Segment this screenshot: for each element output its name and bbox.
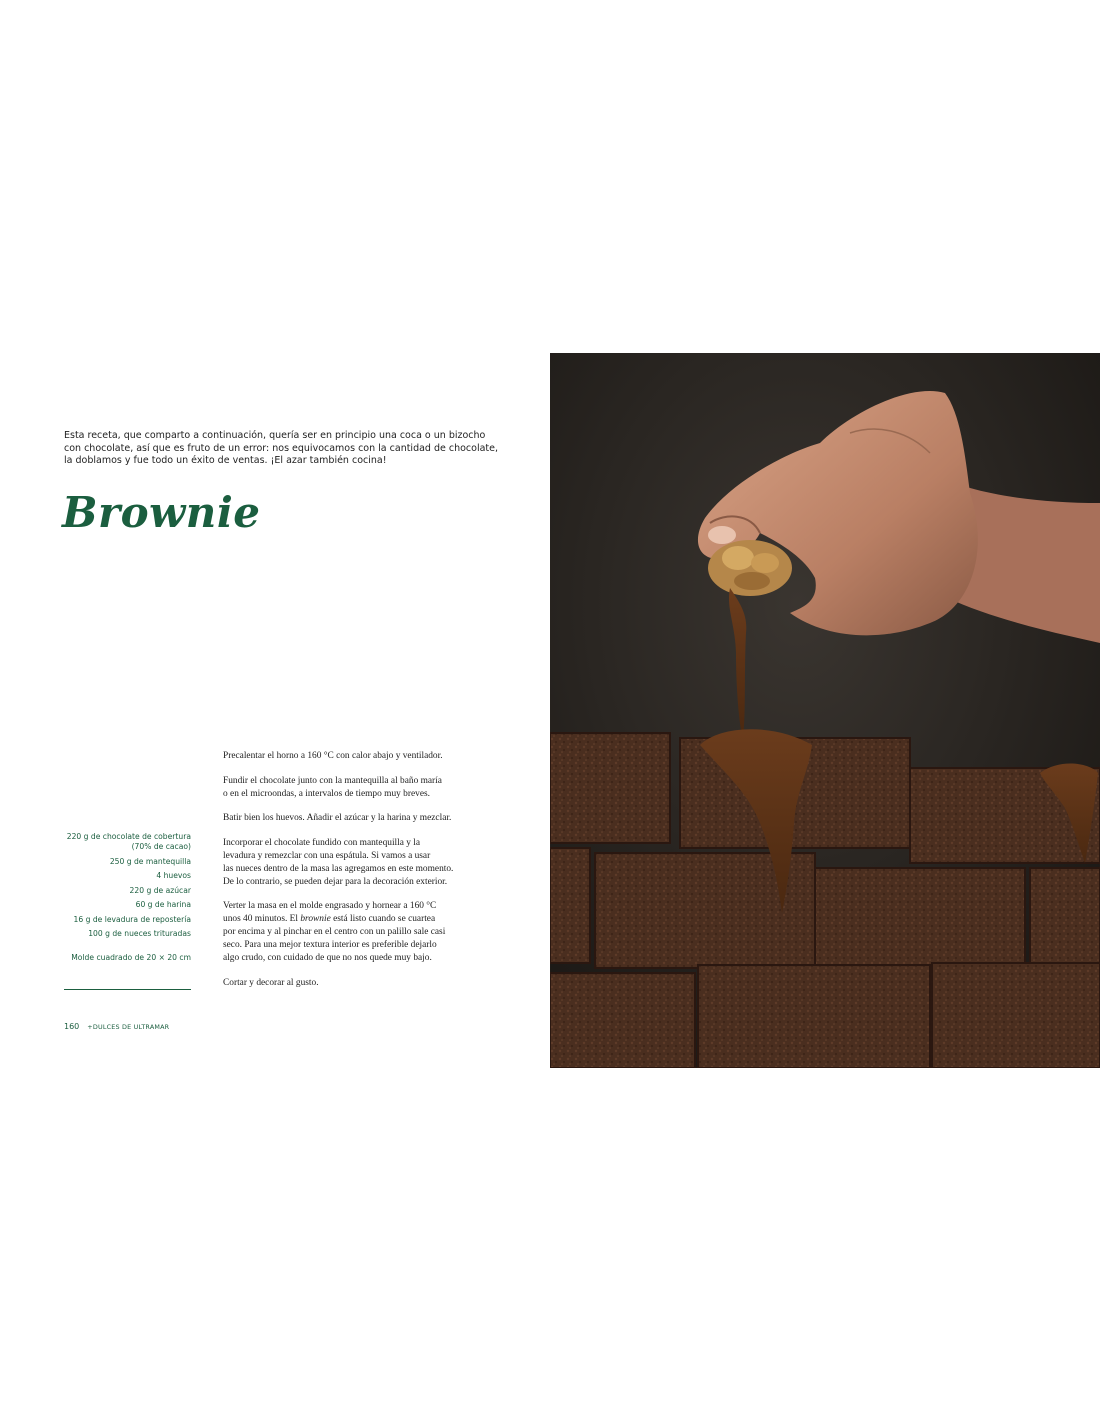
brownie-photo: [550, 353, 1100, 1068]
section-name: +DULCES DE ULTRAMAR: [87, 1023, 170, 1031]
step-line: [223, 913, 513, 926]
step-line: Precalentar el horno a 160 °C con calor abajo y ventilador.: [223, 751, 443, 761]
step-paragraph: [223, 775, 513, 801]
ingredient-item: [40, 832, 191, 852]
step-line: o en el microondas, a intervalos de tiempo muy breves.: [223, 788, 430, 799]
step-paragraph: [223, 837, 513, 889]
brownie-photo-illustration: [550, 353, 1100, 1068]
brownie-stack: [550, 733, 1100, 1068]
emphasis-text: brownie: [300, 914, 331, 924]
ingredient-item: [40, 929, 191, 939]
divider-rule: [64, 989, 191, 990]
ingredient-item: [40, 857, 191, 867]
walnut-icon: [708, 540, 792, 596]
recipe-steps: [223, 750, 513, 1001]
intro-line: Esta receta, que comparto a continuación, quería ser en principio una coca o un bizocho: [64, 430, 486, 441]
ingredient-item: [40, 871, 191, 881]
step-paragraph: [223, 900, 513, 965]
step-line: las nueces dentro de la masa las agregamos en este momento.: [223, 863, 454, 874]
step-line: Incorporar el chocolate fundido con mantequilla y la: [223, 837, 421, 848]
step-paragraph: [223, 812, 513, 825]
ingredient-text: 100 g de nueces trituradas: [88, 929, 191, 938]
page-number: 160: [64, 1022, 80, 1031]
step-line: De lo contrario, se pueden dejar para la decoración exterior.: [223, 876, 448, 887]
ingredient-text: 250 g de mantequilla: [109, 856, 191, 866]
intro-line: la doblamos y fue todo un éxito de ventas. ¡El azar también cocina!: [64, 455, 387, 466]
intro-paragraph: [64, 430, 499, 468]
ingredient-text: (70% de cacao): [131, 842, 191, 851]
ingredient-item: [40, 886, 191, 896]
ingredient-text: 4 huevos: [156, 871, 191, 880]
step-line: Verter la masa en el molde engrasado y hornear a 160 °C: [223, 901, 437, 911]
step-line-part: unos 40 minutos. El: [223, 914, 301, 924]
step-paragraph: [223, 977, 513, 990]
ingredient-text: 220 g de chocolate de cobertura: [66, 832, 191, 841]
intro-line: con chocolate, así que es fruto de un error: nos equivocamos con la cantidad de chocolate,: [64, 442, 499, 454]
step-paragraph: [223, 750, 513, 763]
step-line: levadura y remezclar con una espátula. Si vamos a usar: [223, 850, 431, 861]
ingredient-text: 16 g de levadura de repostería: [73, 914, 191, 924]
ingredient-item: [40, 900, 191, 910]
step-line: seco. Para una mejor textura interior es preferible dejarlo: [223, 940, 437, 950]
mold-size: Molde cuadrado de 20 × 20 cm: [71, 953, 191, 962]
ingredient-item: [40, 915, 191, 925]
ingredients-list: [40, 832, 191, 963]
ingredient-text: 60 g de harina: [135, 900, 191, 909]
step-line-part: está listo cuando se cuartea: [330, 914, 436, 924]
step-line: Cortar y decorar al gusto.: [223, 977, 319, 988]
step-line: por encima y al pinchar en el centro con un palillo sale casi: [223, 927, 446, 937]
ingredient-text: 220 g de azúcar: [129, 885, 191, 895]
step-line: algo crudo, con cuidado de que no nos quede muy bajo.: [223, 953, 432, 963]
step-line: Batir bien los huevos. Añadir el azúcar y la harina y mezclar.: [223, 813, 452, 823]
step-line: Fundir el chocolate junto con la mantequilla al baño maría: [223, 775, 442, 786]
page-footer: [64, 1014, 169, 1033]
recipe-title: Brownie: [62, 488, 261, 537]
